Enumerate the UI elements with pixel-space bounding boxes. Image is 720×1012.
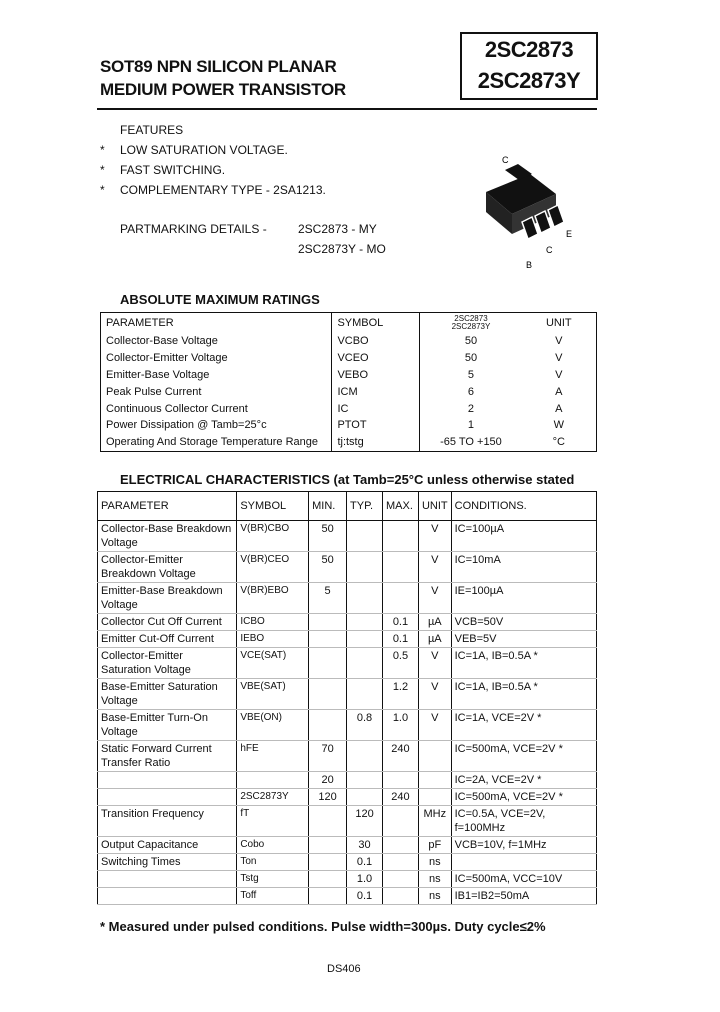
pin-label-b: B	[526, 260, 533, 270]
ec-cell-cond: IC=1A, IB=0.5A *	[451, 648, 596, 679]
ec-cell-cond: IC=500mA, VCE=2V *	[451, 741, 596, 772]
ec-cell-min: 50	[309, 552, 347, 583]
ec-cell-max: 240	[382, 789, 418, 806]
ec-cell-min	[309, 871, 347, 888]
ec-cell-symbol: hFE	[237, 741, 309, 772]
ec-cell-min: 120	[309, 789, 347, 806]
ec-cell-symbol: VBE(ON)	[237, 710, 309, 741]
title-line-1: SOT89 NPN SILICON PLANAR	[100, 57, 337, 76]
ec-cell-max	[382, 888, 418, 905]
ec-cell-max: 240	[382, 741, 418, 772]
table-row	[98, 583, 597, 614]
table-row: Collector-Emitter Voltage VCEO 50 V	[101, 350, 597, 367]
ec-cell-max	[382, 552, 418, 583]
part-number-box	[460, 32, 598, 100]
ec-cell-typ	[347, 772, 383, 789]
ec-cell-unit: V	[418, 710, 451, 741]
ec-heading: ELECTRICAL CHARACTERISTICS (at Tamb=25°C unless otherwise stated	[120, 472, 575, 487]
electrical-characteristics-table	[97, 491, 597, 905]
ec-cell-typ: 0.1	[347, 888, 383, 905]
ec-cell-max: 1.2	[382, 679, 418, 710]
table-row	[98, 741, 597, 772]
ec-cell-unit	[418, 789, 451, 806]
ec-cell-typ	[347, 552, 383, 583]
ec-cell-min: 20	[309, 772, 347, 789]
ec-cell-symbol: Tstg	[237, 871, 309, 888]
amr-heading: ABSOLUTE MAXIMUM RATINGS	[120, 292, 320, 307]
pin-label-e: E	[566, 229, 573, 239]
table-row	[98, 552, 597, 583]
ec-cell-max	[382, 854, 418, 871]
ec-cell-symbol: VBE(SAT)	[237, 679, 309, 710]
col-max: MAX.	[382, 492, 418, 521]
ec-cell-cond: IB1=IB2=50mA	[451, 888, 596, 905]
ec-cell-param: Base-Emitter Turn-On Voltage	[98, 710, 237, 741]
part-number-2: 2SC2873Y	[477, 68, 581, 93]
ec-cell-symbol: fT	[237, 806, 309, 837]
ec-cell-min	[309, 631, 347, 648]
ec-cell-min	[309, 614, 347, 631]
ec-cell-cond: IE=100µA	[451, 583, 596, 614]
ec-cell-typ	[347, 648, 383, 679]
ec-cell-unit: µA	[418, 631, 451, 648]
partmarking-row: 2SC2873 - MY	[298, 222, 377, 236]
features-heading: FEATURES	[120, 123, 184, 137]
col-parameter: PARAMETER	[98, 492, 237, 521]
table-row	[98, 888, 597, 905]
absolute-maximum-ratings-table	[100, 312, 597, 452]
ec-cell-param: Collector-Emitter Breakdown Voltage	[98, 552, 237, 583]
ec-cell-unit: µA	[418, 614, 451, 631]
features-section	[100, 120, 326, 200]
table-row: Emitter-Base Voltage VEBO 5 V	[101, 367, 597, 384]
col-conditions: CONDITIONS.	[451, 492, 596, 521]
title-line-2: MEDIUM POWER TRANSISTOR	[100, 80, 346, 99]
ec-cell-max: 0.1	[382, 631, 418, 648]
ec-cell-param: Output Capacitance	[98, 837, 237, 854]
ec-cell-symbol: Ton	[237, 854, 309, 871]
table-row	[98, 679, 597, 710]
document-code: DS406	[327, 963, 361, 975]
ec-cell-min: 50	[309, 521, 347, 552]
ec-cell-min	[309, 854, 347, 871]
partmarking-row: 2SC2873Y - MO	[298, 242, 386, 256]
ec-cell-typ	[347, 614, 383, 631]
ec-cell-unit	[418, 741, 451, 772]
ec-cell-unit: pF	[418, 837, 451, 854]
ec-cell-cond: VEB=5V	[451, 631, 596, 648]
ec-cell-typ	[347, 679, 383, 710]
ec-cell-typ: 1.0	[347, 871, 383, 888]
device-title	[100, 55, 346, 101]
col-symbol: SYMBOL	[332, 313, 420, 334]
col-unit: UNIT	[418, 492, 451, 521]
feature-item: * LOW SATURATION VOLTAGE.	[100, 143, 288, 157]
table-row: Operating And Storage Temperature Range tj:tstg -65 TO +150 °C	[101, 434, 597, 451]
ec-cell-param: Collector Cut Off Current	[98, 614, 237, 631]
ec-cell-symbol	[237, 772, 309, 789]
table-row	[98, 789, 597, 806]
col-typ: TYP.	[347, 492, 383, 521]
ec-cell-min: 70	[309, 741, 347, 772]
ec-cell-unit: V	[418, 583, 451, 614]
ec-cell-min	[309, 888, 347, 905]
ec-cell-param	[98, 789, 237, 806]
ec-cell-param	[98, 888, 237, 905]
col-min: MIN.	[309, 492, 347, 521]
ec-cell-max: 0.5	[382, 648, 418, 679]
ec-cell-cond: IC=1A, VCE=2V *	[451, 710, 596, 741]
ec-cell-max	[382, 772, 418, 789]
col-symbol: SYMBOL	[237, 492, 309, 521]
ec-cell-unit: V	[418, 552, 451, 583]
ec-cell-symbol: ICBO	[237, 614, 309, 631]
ec-cell-typ	[347, 631, 383, 648]
ec-cell-typ	[347, 789, 383, 806]
ec-cell-symbol: IEBO	[237, 631, 309, 648]
ec-cell-cond: VCB=10V, f=1MHz	[451, 837, 596, 854]
ec-cell-max	[382, 806, 418, 837]
ec-cell-min	[309, 806, 347, 837]
ec-cell-param: Emitter-Base Breakdown Voltage	[98, 583, 237, 614]
table-row	[98, 631, 597, 648]
ec-cell-typ: 30	[347, 837, 383, 854]
ec-cell-typ: 120	[347, 806, 383, 837]
ec-cell-cond: IC=0.5A, VCE=2V, f=100MHz	[451, 806, 596, 837]
pin-label-c: C	[546, 245, 553, 255]
table-row: Continuous Collector Current IC 2 A	[101, 400, 597, 417]
ec-cell-symbol: 2SC2873Y	[237, 789, 309, 806]
ec-cell-min	[309, 710, 347, 741]
ec-cell-min	[309, 679, 347, 710]
pin-label-c-top: C	[502, 155, 509, 165]
table-row	[98, 837, 597, 854]
ec-cell-unit: MHz	[418, 806, 451, 837]
ec-cell-param	[98, 871, 237, 888]
ec-cell-cond: IC=10mA	[451, 552, 596, 583]
ec-cell-param: Switching Times	[98, 854, 237, 871]
ec-cell-min	[309, 837, 347, 854]
ec-cell-param: Transition Frequency	[98, 806, 237, 837]
partmarking-label: PARTMARKING DETAILS -	[120, 222, 267, 236]
table-row	[98, 854, 597, 871]
ec-cell-unit: ns	[418, 854, 451, 871]
ec-cell-param: Emitter Cut-Off Current	[98, 631, 237, 648]
sot89-package-diagram	[478, 150, 588, 275]
ec-cell-cond: IC=2A, VCE=2V *	[451, 772, 596, 789]
ec-cell-typ: 0.8	[347, 710, 383, 741]
ec-cell-cond: IC=500mA, VCC=10V	[451, 871, 596, 888]
ec-cell-symbol: V(BR)CEO	[237, 552, 309, 583]
table-row	[98, 648, 597, 679]
ec-cell-symbol: V(BR)CBO	[237, 521, 309, 552]
table-row	[98, 806, 597, 837]
col-unit: UNIT	[545, 317, 572, 329]
ec-cell-cond	[451, 854, 596, 871]
ec-cell-typ	[347, 521, 383, 552]
ec-cell-max	[382, 521, 418, 552]
ec-cell-param: Collector-Emitter Saturation Voltage	[98, 648, 237, 679]
ec-cell-symbol: Cobo	[237, 837, 309, 854]
lead-e	[548, 205, 564, 227]
pulsed-conditions-note: * Measured under pulsed conditions. Pulse width=300µs. Duty cycle≤2%	[100, 919, 546, 934]
ec-cell-unit: V	[418, 521, 451, 552]
table-row	[98, 772, 597, 789]
ec-cell-max	[382, 837, 418, 854]
ec-cell-symbol: Toff	[237, 888, 309, 905]
part-number-1: 2SC2873	[484, 37, 574, 62]
ec-cell-unit	[418, 772, 451, 789]
ec-cell-symbol: VCE(SAT)	[237, 648, 309, 679]
ec-cell-symbol: V(BR)EBO	[237, 583, 309, 614]
ec-cell-typ: 0.1	[347, 854, 383, 871]
ec-cell-unit: V	[418, 648, 451, 679]
feature-item: * FAST SWITCHING.	[100, 163, 226, 177]
ec-cell-unit: V	[418, 679, 451, 710]
ec-cell-unit: ns	[418, 871, 451, 888]
ec-cell-typ	[347, 583, 383, 614]
ec-cell-max: 0.1	[382, 614, 418, 631]
header-divider	[97, 108, 597, 110]
table-row: Collector-Base Voltage VCBO 50 V	[101, 333, 597, 350]
ec-cell-min: 5	[309, 583, 347, 614]
ec-cell-min	[309, 648, 347, 679]
table-header-row	[101, 313, 597, 334]
table-header-row	[98, 492, 597, 521]
ec-cell-cond: VCB=50V	[451, 614, 596, 631]
col-value: 2SC2873 2SC2873Y	[420, 313, 522, 334]
table-row	[98, 710, 597, 741]
ec-cell-max: 1.0	[382, 710, 418, 741]
feature-item: * COMPLEMENTARY TYPE - 2SA1213.	[100, 183, 326, 197]
ec-cell-cond: IC=500mA, VCE=2V *	[451, 789, 596, 806]
col-parameter: PARAMETER	[106, 317, 174, 329]
ec-cell-cond: IC=1A, IB=0.5A *	[451, 679, 596, 710]
ec-cell-unit: ns	[418, 888, 451, 905]
ec-cell-max	[382, 583, 418, 614]
ec-cell-cond: IC=100µA	[451, 521, 596, 552]
table-row	[98, 521, 597, 552]
table-row: Power Dissipation @ Tamb=25°c PTOT 1 W	[101, 417, 597, 434]
ec-cell-param: Collector-Base Breakdown Voltage	[98, 521, 237, 552]
ec-cell-max	[382, 871, 418, 888]
ec-cell-typ	[347, 741, 383, 772]
table-row	[98, 871, 597, 888]
table-row: Peak Pulse Current ICM 6 A	[101, 383, 597, 400]
table-row	[98, 614, 597, 631]
ec-cell-param	[98, 772, 237, 789]
ec-cell-param: Base-Emitter Saturation Voltage	[98, 679, 237, 710]
ec-cell-param: Static Forward Current Transfer Ratio	[98, 741, 237, 772]
